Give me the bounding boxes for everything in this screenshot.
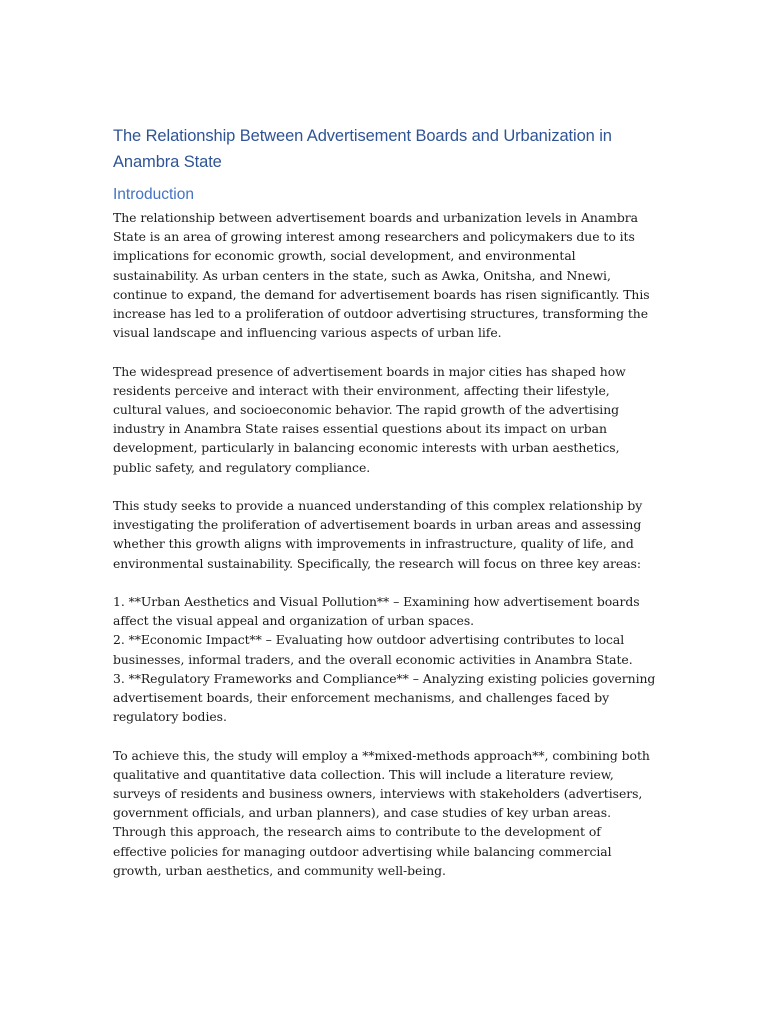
intro-paragraph-3: This study seeks to provide a nuanced understanding of this complex relationship by investigating the proliferation of advertisement boards in urban areas and assessing whether this growth aligns with improvements in infrastructure, quality of life, and environmental sustainability. Specifically, the research will focus on three key areas: — [113, 498, 643, 571]
document-title: The Relationship Between Advertisement Boards and Urbanization in Anambra State — [113, 127, 612, 171]
intro-paragraph-2: The widespread presence of advertisement boards in major cities has shaped how residents perceive and interact with their environment, affecting their lifestyle, cultural values, and socioeconomic behavior. The rapid growth of the advertising industry in Anambra State raises essential questions about its impact on urban development, particularly in balancing economic interests with urban aesthetics, public safety, and regulatory compliance. — [113, 363, 626, 475]
list-item: 3. **Regulatory Frameworks and Compliance** – Analyzing existing policies governing advertisement boards, their enforcement mechanisms, and challenges faced by regulatory bodies. — [113, 670, 656, 725]
list-item: 1. **Urban Aesthetics and Visual Pollution** – Examining how advertisement boards affect the visual appeal and organization of urban spaces. — [113, 594, 640, 629]
intro-paragraph-1: The relationship between advertisement boards and urbanization levels in Anambra State is an area of growing interest among researchers and policymakers due to its implications for economic growth, social development, and environmental sustainability. As urban centers in the state, such as Awka, Onitsha, and Nnewi, continue to expand, the demand for advertisement boards has risen significantly. This increase has led to a proliferation of outdoor advertising structures, transforming the visual landscape and influencing various aspects of urban life. — [113, 210, 650, 341]
closing-paragraph: To achieve this, the study will employ a **mixed-methods approach**, combining both qualitative and quantitative data collection. This will include a literature review, surveys of residents and business owners, interviews with stakeholders (advertisers, government officials, and urban planners), and case studies of key urban areas. Through this approach, the research aims to contribute to the development of effective policies for managing outdoor advertising while balancing commercial growth, urban aesthetics, and community well-being. — [113, 747, 650, 878]
list-item: 2. **Economic Impact** – Evaluating how outdoor advertising contributes to local businesses, informal traders, and the overall economic activities in Anambra State. — [113, 632, 633, 667]
key-areas-list — [113, 592, 658, 726]
section-heading-introduction: Introduction — [113, 186, 194, 203]
